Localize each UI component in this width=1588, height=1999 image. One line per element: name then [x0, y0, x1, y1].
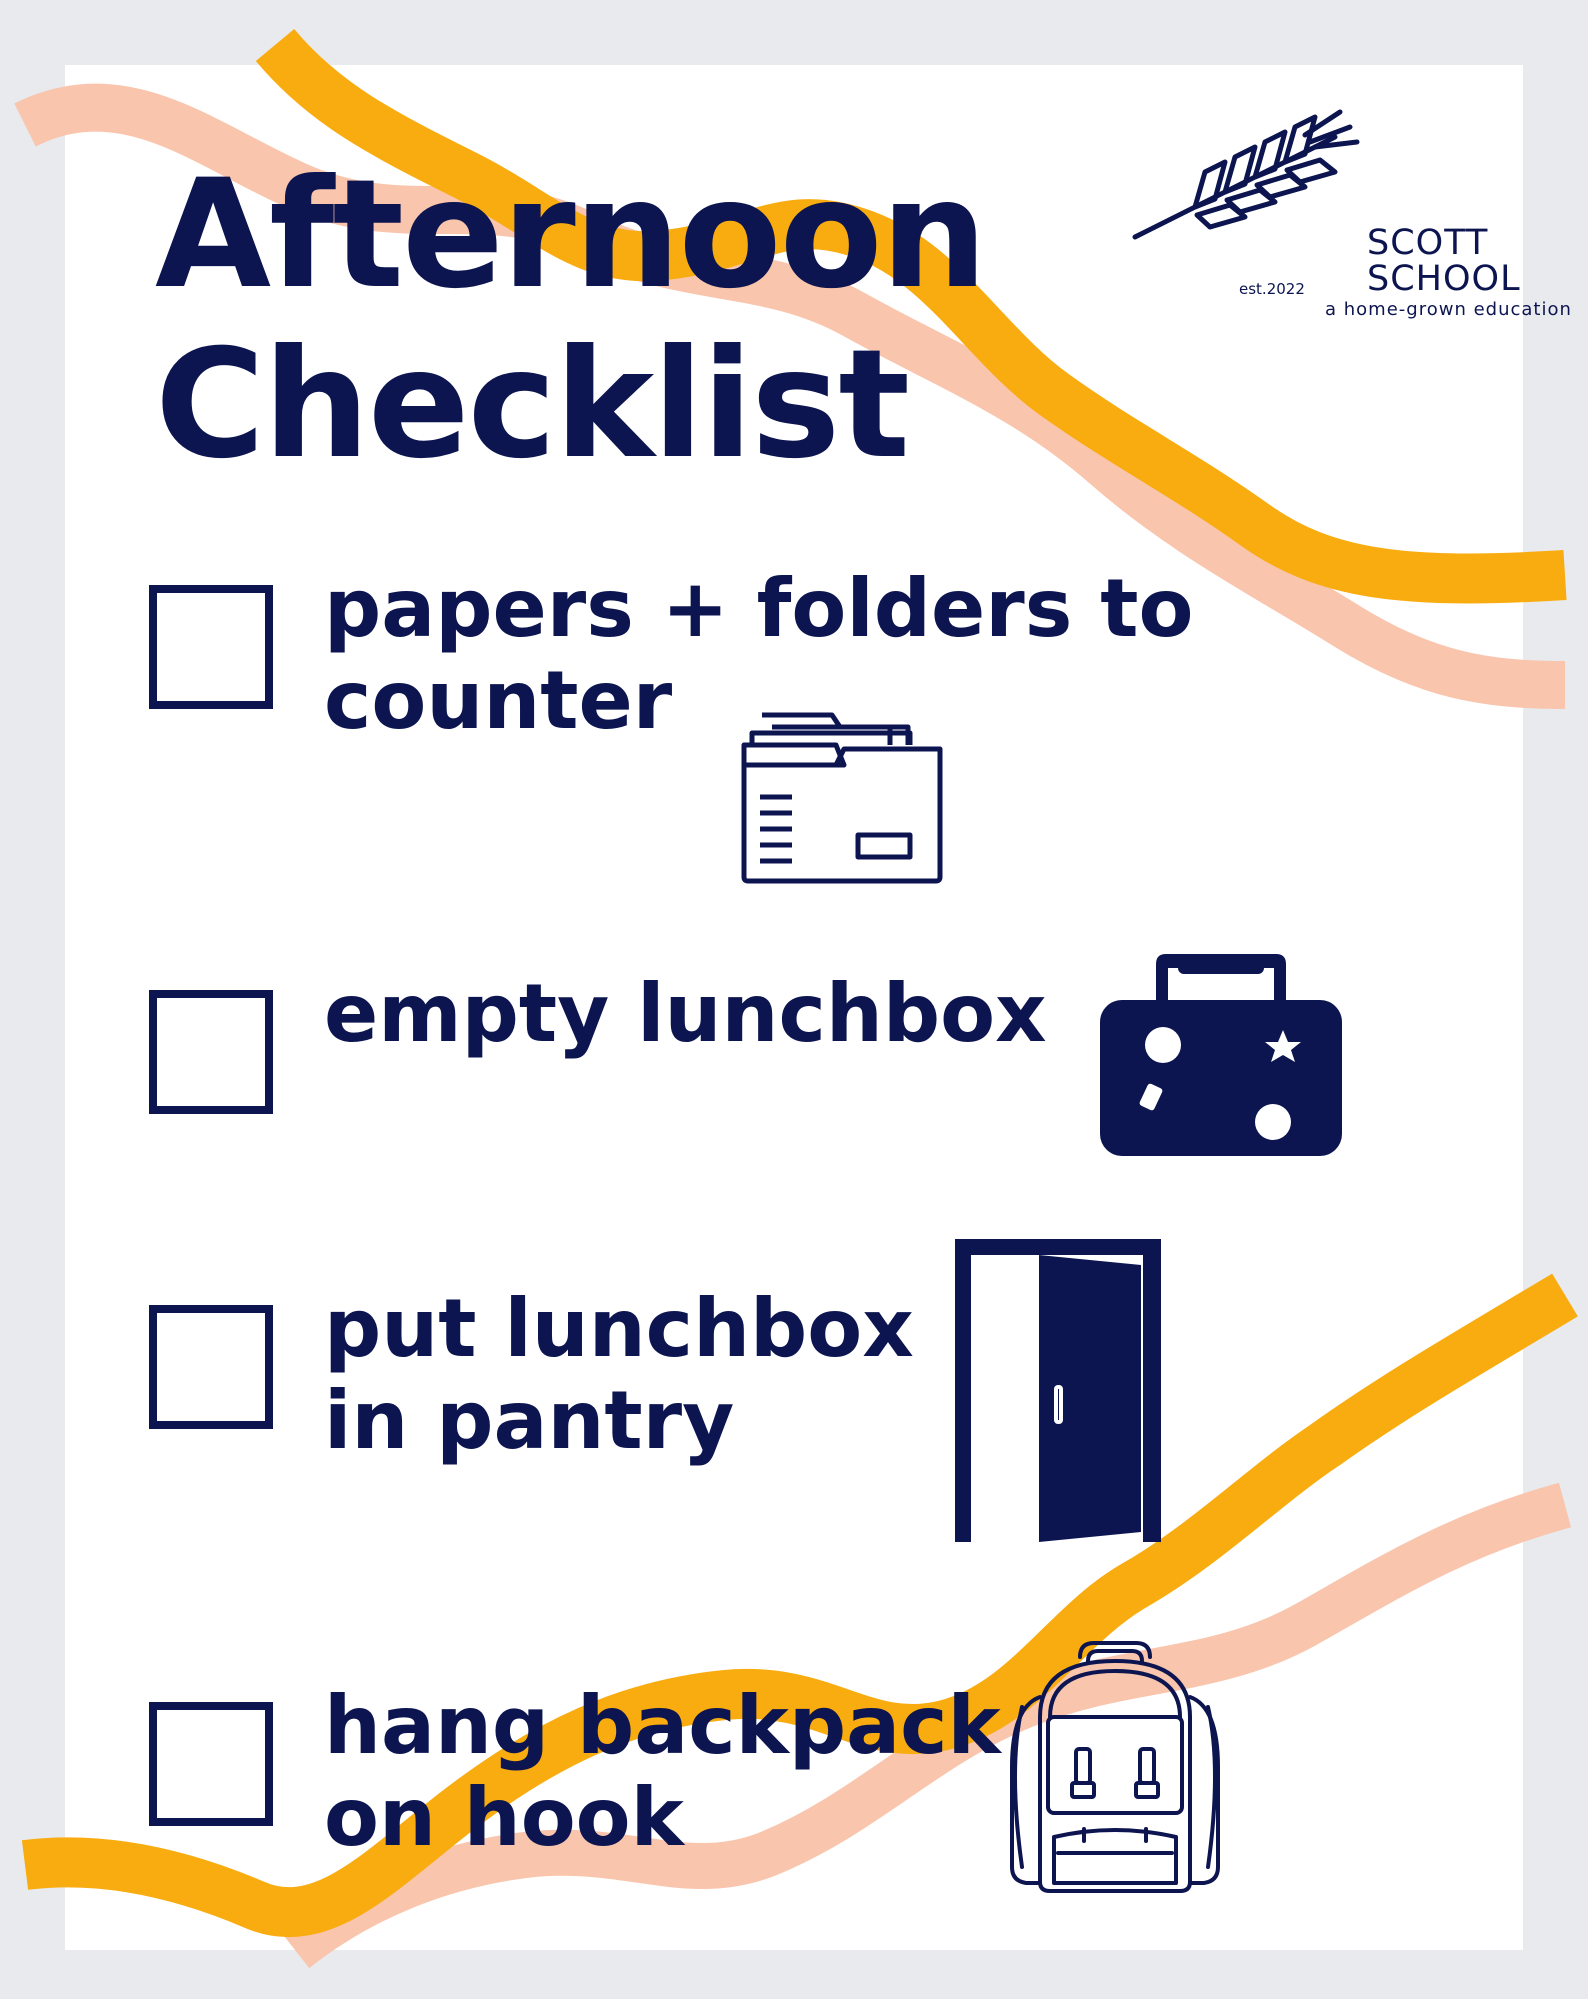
item-label [324, 1283, 914, 1467]
checkbox-put-lunchbox[interactable] [149, 1305, 273, 1429]
checkbox-hang-backpack[interactable] [149, 1702, 273, 1826]
item-label-line-2: in pantry [324, 1374, 735, 1467]
school-name-line-1: SCOTT [1367, 223, 1489, 263]
item-label [324, 968, 1047, 1060]
item-label [324, 1680, 1001, 1864]
title-line-2: Checklist [155, 318, 909, 492]
wheat-sprig-icon [1135, 87, 1375, 287]
file-folder-icon [740, 705, 946, 885]
item-label-line-1: papers + folders to [324, 562, 1194, 655]
lunchbox-icon [1098, 950, 1344, 1160]
item-label-line-1: empty lunchbox [324, 967, 1047, 1060]
item-label-line-1: hang backpack [324, 1679, 1001, 1772]
established-year: est.2022 [1239, 280, 1305, 298]
checkbox-empty-lunchbox[interactable] [149, 990, 273, 1114]
school-tagline: a home-grown education [1325, 299, 1572, 320]
school-logo [1135, 87, 1572, 337]
item-label-line-1: put lunchbox [324, 1282, 914, 1375]
school-name-line-2: SCHOOL [1367, 259, 1521, 299]
title-line-1: Afternoon [155, 148, 986, 322]
checklist-poster [65, 65, 1572, 1950]
item-label-line-2: on hook [324, 1771, 684, 1864]
page-title [155, 150, 985, 490]
open-door-icon [953, 1237, 1163, 1557]
backpack-icon [1000, 1637, 1230, 1897]
school-name [1367, 225, 1521, 297]
checkbox-papers[interactable] [149, 585, 273, 709]
item-label-line-2: counter [324, 654, 673, 747]
